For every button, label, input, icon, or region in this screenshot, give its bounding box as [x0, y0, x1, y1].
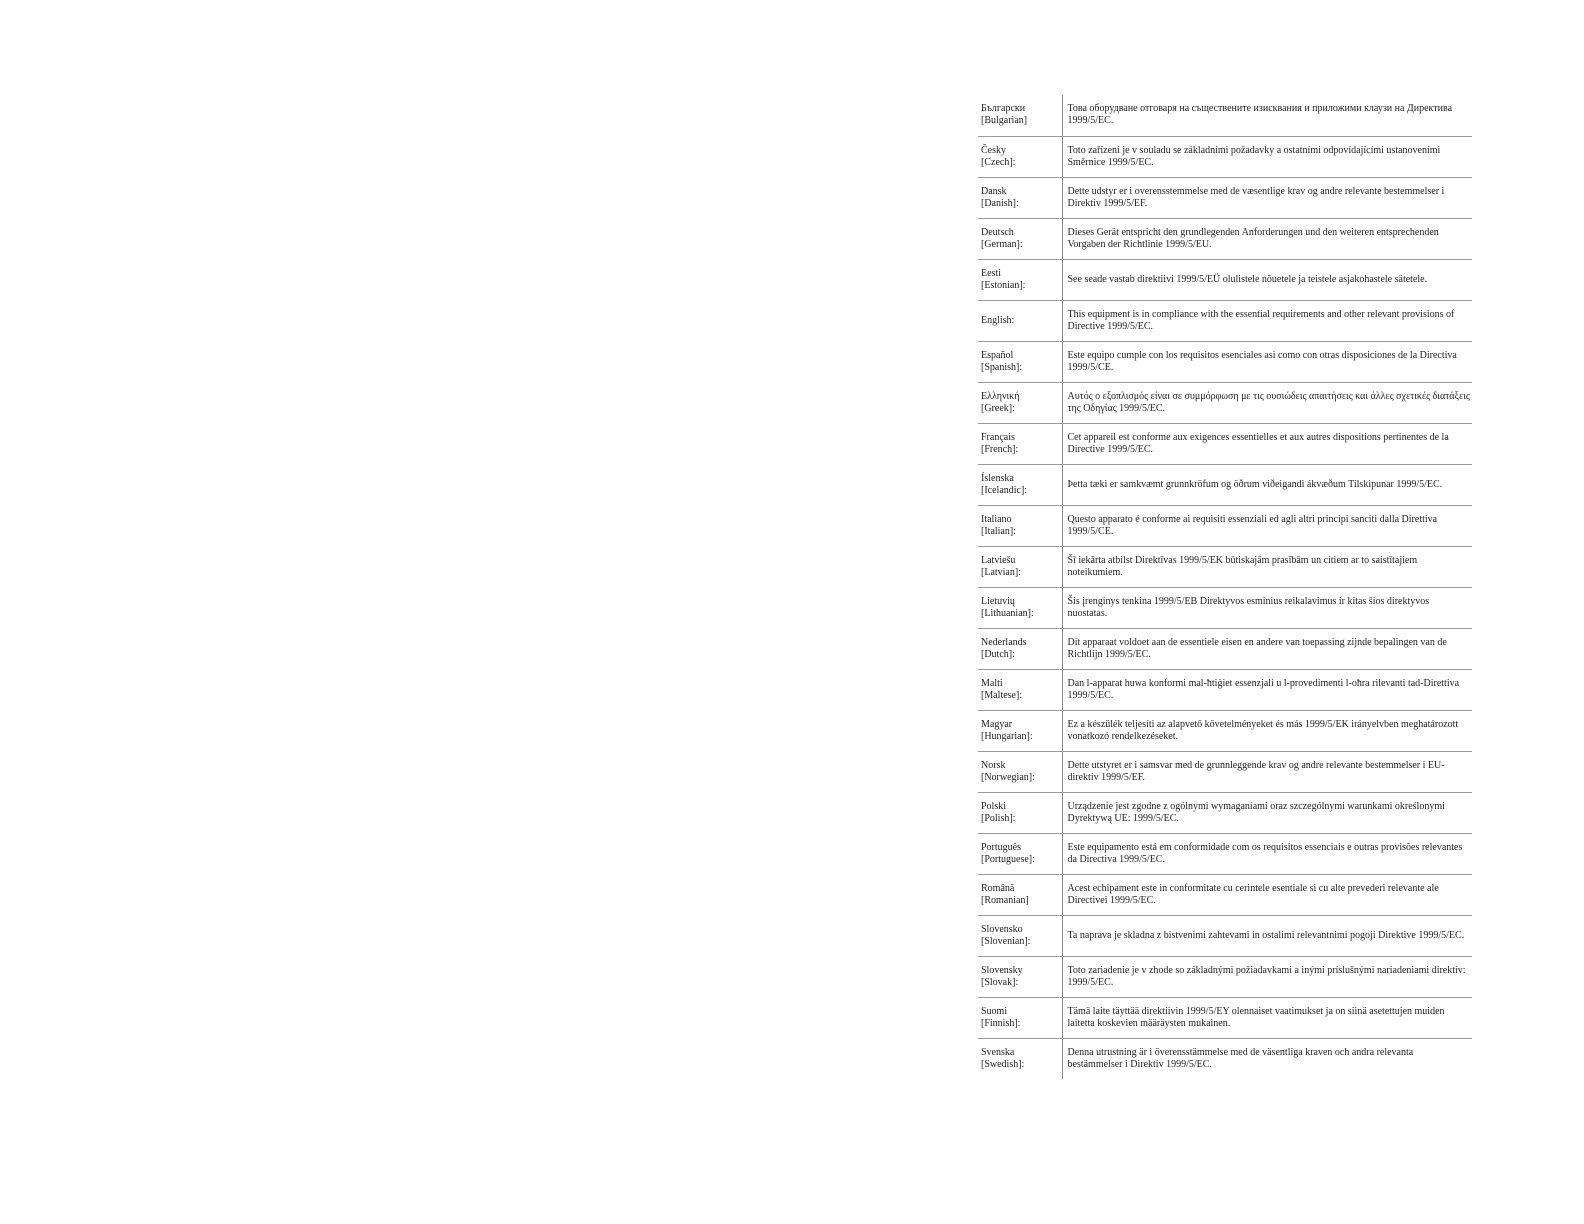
language-english-name: [Finnish]: — [981, 1017, 1021, 1029]
language-english-name: [Maltese]: — [981, 689, 1023, 701]
language-name: Polski — [981, 800, 1007, 812]
language-english-name: [Estonian]: — [981, 279, 1026, 291]
language-cell — [978, 259, 1062, 300]
language-name: Suomi — [981, 1005, 1008, 1017]
compliance-statement: Ta naprava je skladna z bistvenimi zahtevami in ostalimi relevantnimi pogoji Direktive 1999/5/EC. — [1062, 915, 1472, 956]
eu-compliance-table — [978, 95, 1472, 1079]
language-name: Magyar — [981, 718, 1013, 730]
table-row — [978, 136, 1472, 177]
table-row — [978, 710, 1472, 751]
language-english-name: [Slovak]: — [981, 976, 1019, 988]
table-row — [978, 382, 1472, 423]
compliance-statement: This equipment is in compliance with the essential requirements and other relevant provisions of Directive 1999/5/EC. — [1062, 300, 1472, 341]
language-name: Română — [981, 882, 1015, 894]
table-row — [978, 1038, 1472, 1079]
compliance-statement: Toto zařízení je v souladu se základními požadavky a ostatními odpovídajícími ustanoveními Směrnice 1999/5/EC. — [1062, 136, 1472, 177]
table-row — [978, 587, 1472, 628]
language-cell — [978, 710, 1062, 751]
table-row — [978, 997, 1472, 1038]
language-name: Lietuvių — [981, 595, 1015, 607]
language-name: Português — [981, 841, 1021, 853]
language-cell — [978, 177, 1062, 218]
language-name: Nederlands — [981, 636, 1027, 648]
compliance-statement: Dette utstyret er i samsvar med de grunnleggende krav og andre relevante bestemmelser i EU-direktiv 1999/5/EF. — [1062, 751, 1472, 792]
language-english-name: [Dutch]: — [981, 648, 1015, 660]
language-name: Italiano — [981, 513, 1012, 525]
table-row — [978, 874, 1472, 915]
language-name: Français — [981, 431, 1015, 443]
compliance-statement: Šis įrenginys tenkina 1999/5/EB Direktyvos esminius reikalavimus ir kitas šios direktyvos nuostatas. — [1062, 587, 1472, 628]
table-row — [978, 956, 1472, 997]
language-cell — [978, 136, 1062, 177]
language-english-name: [Italian]: — [981, 525, 1016, 537]
compliance-statement: Dette udstyr er i overensstemmelse med de væsentlige krav og andre relevante bestemmelser i Direktiv 1999/5/EF. — [1062, 177, 1472, 218]
language-english-name: [Norwegian]: — [981, 771, 1035, 783]
language-name: Svenska — [981, 1046, 1015, 1058]
language-name: Deutsch — [981, 226, 1014, 238]
compliance-statement: Dieses Gerät entspricht den grundlegenden Anforderungen und den weiteren entsprechenden Vorgaben der Richtlinie 1999/5/EU. — [1062, 218, 1472, 259]
language-cell — [978, 751, 1062, 792]
language-cell — [978, 341, 1062, 382]
language-english-name: [Spanish]: — [981, 361, 1023, 373]
language-english-name: [Swedish]: — [981, 1058, 1025, 1070]
language-name: Česky — [981, 144, 1006, 156]
language-english-name: [Bulgarian] — [981, 115, 1028, 127]
table-row — [978, 259, 1472, 300]
language-english-name: [Greek]: — [981, 402, 1015, 414]
language-name: Slovensky — [981, 964, 1023, 976]
language-name: Slovensko — [981, 923, 1023, 935]
language-english-name: [Hungarian]: — [981, 730, 1033, 742]
language-name: Dansk — [981, 185, 1007, 197]
compliance-statement: Questo apparato é conforme ai requisiti essenziali ed agli altri principi sanciti dalla Direttiva 1999/5/CE. — [1062, 505, 1472, 546]
language-english-name: [Lithuanian]: — [981, 607, 1034, 619]
table-row — [978, 423, 1472, 464]
compliance-statement: Þetta tæki er samkvæmt grunnkröfum og öðrum viðeigandi ákvæðum Tilskipunar 1999/5/EC. — [1062, 464, 1472, 505]
language-english-name: [Icelandic]: — [981, 484, 1028, 496]
compliance-statement: Urządzenie jest zgodne z ogólnymi wymaganiami oraz szczególnymi warunkami określonymi Dyrektywą UE: 1999/5/EC. — [1062, 792, 1472, 833]
language-cell — [978, 505, 1062, 546]
compliance-statement: Това оборудване отговаря на съществените изисквания и приложими клаузи на Директива 1999/5/EC. — [1062, 95, 1472, 136]
table-row — [978, 464, 1472, 505]
compliance-statement: Este equipo cumple con los requisitos esenciales asi como con otras disposiciones de la Directiva 1999/5/CE. — [1062, 341, 1472, 382]
language-cell — [978, 997, 1062, 1038]
language-cell — [978, 792, 1062, 833]
table-row — [978, 792, 1472, 833]
compliance-statement: Denna utrustning är i överensstämmelse med de väsentliga kraven och andra relevanta bestämmelser i Direktiv 1999/5/EC. — [1062, 1038, 1472, 1079]
compliance-statement: Tämä laite täyttää direktiivin 1999/5/EY olennaiset vaatimukset ja on siinä asetettujen muiden laitetta koskevien määräysten mukainen. — [1062, 997, 1472, 1038]
compliance-statement: Αυτός ο εξοπλισμός είναι σε συμμόρφωση με τις ουσιώδεις απαιτήσεις και άλλες σχετικές διατάξεις της Οδηγίας 1999/5/EC. — [1062, 382, 1472, 423]
compliance-statement: Cet appareil est conforme aux exigences essentielles et aux autres dispositions pertinentes de la Directive 1999/5/EC. — [1062, 423, 1472, 464]
table-row — [978, 95, 1472, 136]
language-cell — [978, 464, 1062, 505]
table-row — [978, 300, 1472, 341]
language-cell — [978, 95, 1062, 136]
language-english-name: [Latvian]: — [981, 566, 1021, 578]
language-cell — [978, 587, 1062, 628]
language-name: Ελληνική — [981, 390, 1020, 402]
table-row — [978, 833, 1472, 874]
compliance-statement: Dan l-apparat huwa konformi mal-ħtiġiet essenzjali u l-provedimenti l-oħra rilevanti tad-Direttiva 1999/5/EC. — [1062, 669, 1472, 710]
table-body — [978, 95, 1472, 1079]
language-name: Español — [981, 349, 1014, 361]
compliance-statement: Toto zariadenie je v zhode so základnými požiadavkami a inými príslušnými nariadeniami direktív: 1999/5/EC. — [1062, 956, 1472, 997]
table-row — [978, 669, 1472, 710]
language-english-name: [Romanian] — [981, 894, 1029, 906]
compliance-statement: Este equipamento está em conformidade com os requisitos essenciais e outras provisões relevantes da Directiva 1999/5/EC. — [1062, 833, 1472, 874]
language-name: English: — [981, 314, 1015, 326]
language-english-name: [Slovenian]: — [981, 935, 1031, 947]
language-name: Malti — [981, 677, 1003, 689]
language-cell — [978, 218, 1062, 259]
compliance-statement: Dit apparaat voldoet aan de essentiele eisen en andere van toepassing zijnde bepalingen van de Richtlijn 1999/5/EC. — [1062, 628, 1472, 669]
language-english-name: [French]: — [981, 443, 1019, 455]
language-english-name: [Portuguese]: — [981, 853, 1035, 865]
table-row — [978, 546, 1472, 587]
language-cell — [978, 874, 1062, 915]
table-row — [978, 341, 1472, 382]
table-row — [978, 177, 1472, 218]
table-row — [978, 915, 1472, 956]
language-name: Norsk — [981, 759, 1006, 771]
language-cell — [978, 382, 1062, 423]
language-cell — [978, 1038, 1062, 1079]
language-name: Latviešu — [981, 554, 1016, 566]
language-english-name: [German]: — [981, 238, 1023, 250]
language-cell — [978, 669, 1062, 710]
language-name: Български — [981, 103, 1026, 115]
language-cell — [978, 300, 1062, 341]
compliance-statement: Acest echipament este in conformitate cu cerintele esentiale si cu alte prevederi relevante ale Directivei 1999/5/EC. — [1062, 874, 1472, 915]
compliance-statement: Ez a készülék teljesíti az alapvető követelményeket és más 1999/5/EK irányelvben meghatározott vonatkozó rendelkezéseket. — [1062, 710, 1472, 751]
compliance-statement: Šī iekārta atbilst Direktīvas 1999/5/EK būtiskajām prasībām un citiem ar to saistītajiem noteikumiem. — [1062, 546, 1472, 587]
language-cell — [978, 915, 1062, 956]
table-row — [978, 218, 1472, 259]
table-row — [978, 751, 1472, 792]
language-cell — [978, 628, 1062, 669]
language-cell — [978, 956, 1062, 997]
table-row — [978, 505, 1472, 546]
language-name: Eesti — [981, 267, 1001, 279]
table-row — [978, 628, 1472, 669]
compliance-statement: See seade vastab direktiivi 1999/5/EÜ olulistele nõuetele ja teistele asjakohastele sätetele. — [1062, 259, 1472, 300]
language-english-name: [Polish]: — [981, 812, 1016, 824]
language-name: Íslenska — [981, 472, 1014, 484]
language-english-name: [Danish]: — [981, 197, 1019, 209]
language-cell — [978, 546, 1062, 587]
language-cell — [978, 423, 1062, 464]
language-english-name: [Czech]: — [981, 156, 1016, 168]
language-cell — [978, 833, 1062, 874]
